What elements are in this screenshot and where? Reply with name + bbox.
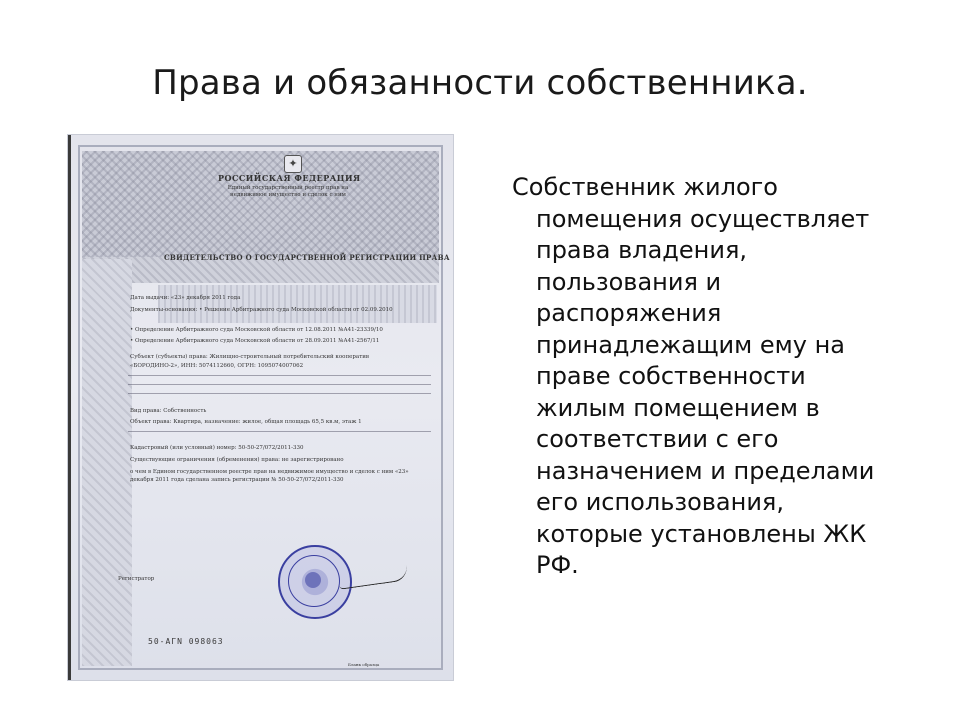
- cert-body-line: «БОРОДИНО-2», ИНН: 5074112660, ОГРН: 1095074007062: [130, 363, 304, 369]
- body-text-line: пользования и: [536, 267, 722, 296]
- body-text-line: назначением и пределами: [536, 456, 875, 485]
- body-text-line: праве собственности: [536, 362, 806, 390]
- cert-body-line: Вид права: Собственность: [130, 408, 207, 414]
- cert-body-line: Объект права: Квартира, назначение: жилое, общая площадь 65,5 кв.м, этаж 1: [130, 419, 362, 425]
- body-text: [512, 172, 912, 582]
- body-text-line: жилым помещением в: [536, 393, 820, 422]
- cert-registrar-label: Регистратор: [118, 576, 155, 582]
- stamp-emblem: [305, 572, 321, 588]
- body-text-line: Собственник жилого: [512, 173, 778, 201]
- cert-text-line: [128, 384, 431, 385]
- cert-text-line: [128, 375, 431, 376]
- body-text-line: помещения осуществляет: [536, 204, 870, 233]
- body-text-line: соответствии с его: [536, 425, 779, 453]
- cert-serial-number: 50-АГN 098063: [148, 637, 224, 646]
- cert-body-line: • Определение Арбитражного суда Московской области от 12.08.2011 №А41-23339/10: [130, 327, 383, 333]
- body-text-line: которые установлены ЖК: [536, 519, 867, 548]
- body-text-line: распоряжения: [536, 299, 722, 327]
- coat-of-arms-icon: ✦: [284, 155, 302, 173]
- body-text-line: права владения,: [536, 236, 748, 264]
- cert-text-line: [128, 431, 431, 432]
- cert-body-line: Субъект (субъекты) права: Жилищно-строительный потребительский кооператив: [130, 354, 370, 360]
- cert-text-line: [128, 393, 431, 394]
- cert-body-line: декабря 2011 года сделана запись регистрации № 50-50-27/072/2011-330: [130, 477, 344, 483]
- cert-footer: Бланк образца: [348, 662, 380, 667]
- cert-country: РОССИЙСКАЯ ФЕДЕРАЦИЯ: [218, 173, 361, 183]
- cert-registry: Единый государственный реестр прав на недвижимое имущество и сделок с ним: [227, 185, 349, 198]
- body-text-line: принадлежащим ему на: [536, 330, 845, 359]
- cert-body-line: • Определение Арбитражного суда Московской области от 28.09.2011 №А41-2567/11: [130, 338, 380, 344]
- cert-body-line: Документы-основания: • Решение Арбитражного суда Московской области от 02.09.2010: [130, 307, 393, 313]
- cert-body-line: Кадастровый (или условный) номер: 50-50-27/072/2011-330: [130, 445, 304, 451]
- cert-body-line: Существующие ограничения (обременения) права: не зарегистрировано: [130, 457, 344, 463]
- slide-title: Права и обязанности собственника.: [152, 62, 808, 103]
- body-text-line: его использования,: [536, 488, 784, 516]
- cert-body-line: Дата выдачи: «23» декабря 2011 года: [130, 295, 241, 301]
- certificate-image: [68, 135, 453, 680]
- cert-body-line: о чем в Едином государственном реестре прав на недвижимое имущество и сделок с ним «23»: [130, 469, 409, 475]
- body-text-line: РФ.: [536, 551, 579, 579]
- certificate-edge: [68, 135, 71, 680]
- cert-title: СВИДЕТЕЛЬСТВО О ГОСУДАРСТВЕННОЙ РЕГИСТРАЦИИ ПРАВА: [164, 253, 450, 262]
